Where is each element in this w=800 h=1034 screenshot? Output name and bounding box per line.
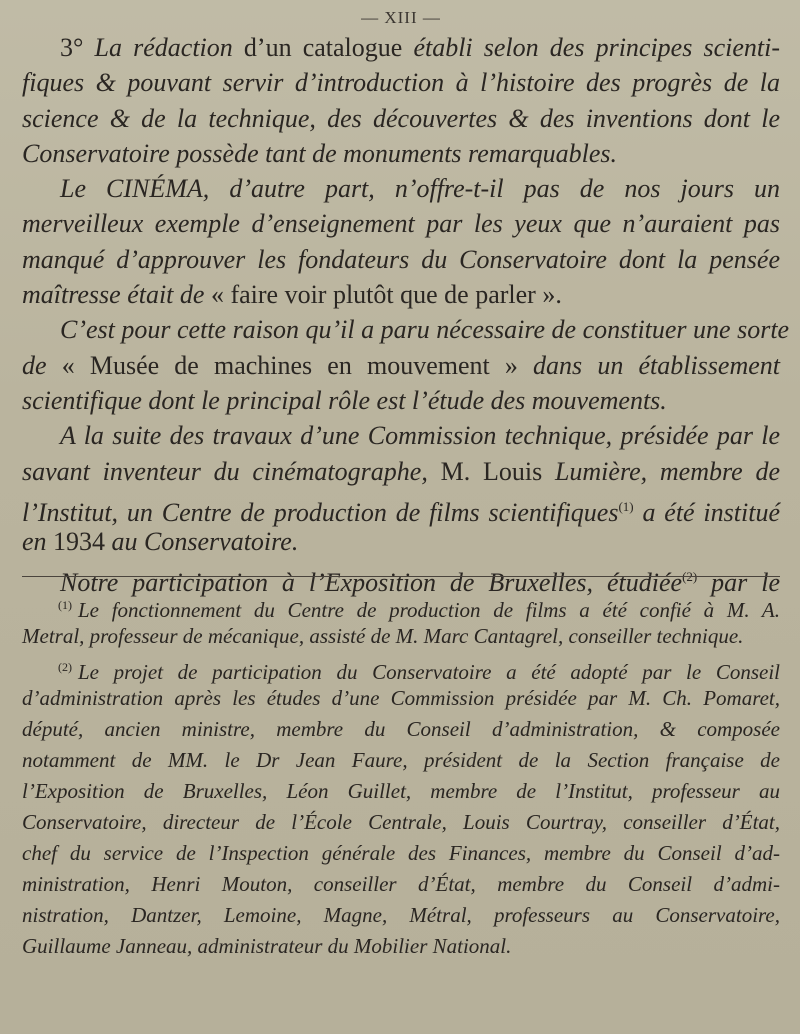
text-line: Notre participation à l’Exposition de Bruxelles, étudiée$^{(2)}$ par le [60, 568, 780, 598]
footnote-1: $^{(1)}$ Le fonctionnement du Centre de production de films a été confié à M. A. [58, 598, 780, 622]
text-line: C’est pour cette raison qu’il a paru nécessaire de constituer une sorte [60, 315, 790, 345]
footnote-ref-2[interactable]: (2) [682, 569, 698, 585]
footnote-line: d’administration après les études d’une Commission présidée par M. Ch. Pomaret, [22, 686, 780, 710]
text-line: en 1934 au Conservatoire. [22, 527, 299, 557]
text-line: maîtresse était de « faire voir plutôt que de parler ». [22, 280, 562, 310]
footnote-line: l’Exposition de Bruxelles, Léon Guillet, membre de l’Institut, professeur au [22, 779, 780, 803]
text-line: merveilleux exemple d’enseignement par les yeux que n’auraient pas [22, 209, 780, 239]
text-line: fiques & pouvant servir d’introduction à l’histoire des progrès de la [22, 68, 780, 98]
text-line: Le CINÉMA, d’autre part, n’offre-t-il pas de nos jours un [60, 174, 780, 204]
text-line: 3° La rédaction d’un catalogue établi selon des principes scienti- [60, 33, 781, 62]
footnote-line: député, ancien ministre, membre du Conseil d’administration, & composée [22, 717, 780, 741]
footnote-ref-1[interactable]: (1) [618, 498, 634, 514]
text-line: A la suite des travaux d’une Commission technique, présidée par le [60, 421, 780, 451]
footnote-line: Guillaume Janneau, administrateur du Mobilier National. [22, 934, 512, 958]
main-text [22, 30, 790, 598]
footnote-line: ministration, Henri Mouton, conseiller d’État, membre du Conseil d’admi- [22, 872, 780, 896]
text-line: savant inventeur du cinématographe, M. Louis Lumière, membre de [22, 456, 780, 486]
text-line: science & de la technique, des découvertes & des inventions dont le [22, 103, 780, 133]
footnote-line: notamment de MM. le Dr Jean Faure, président de la Section française de [22, 748, 780, 772]
page-number: — XIII — [361, 8, 441, 27]
text-line: manqué d’approuver les fondateurs du Conservatoire dont la pensée [22, 244, 780, 274]
text-line: de « Musée de machines en mouvement » dans un établissement [22, 350, 780, 380]
text-line: scientifique dont le principal rôle est l’étude des mouvements. [22, 385, 667, 415]
text-line: Conservatoire possède tant de monuments remarquables. [22, 138, 618, 168]
footnote-line: chef du service de l’Inspection générale des Finances, membre du Conseil d’ad- [22, 841, 780, 865]
footnote-2: $^{(2)}$ Le projet de participation du Conservatoire a été adopté par le Conseil [58, 660, 780, 684]
footnote-line: Conservatoire, directeur de l’École Centrale, Louis Courtray, conseiller d’État, [22, 810, 780, 834]
footnote-line: nistration, Dantzer, Lemoine, Magne, Métral, professeurs au Conservatoire, [22, 903, 780, 927]
footnote-line: Metral, professeur de mécanique, assisté de M. Marc Cantagrel, conseiller technique. [22, 624, 744, 648]
text-line: l’Institut, un Centre de production de films scientifiques$^{(1)}$ a été institué [22, 497, 780, 527]
footnotes [22, 590, 780, 962]
footnote-divider [22, 576, 780, 577]
